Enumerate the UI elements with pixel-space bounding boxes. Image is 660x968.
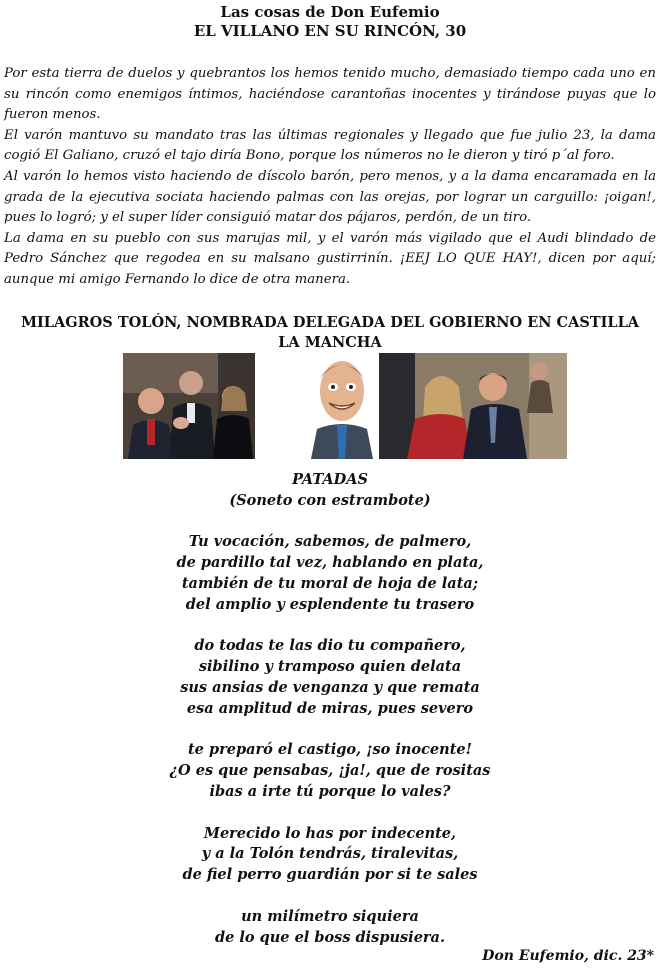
poem-line: de fiel perro guardián por si te sales [182,866,478,884]
photo-strip [123,353,567,459]
article-paragraph: La dama en su pueblo con sus marujas mil, y el varón más vigilado que el Audi blindado de Pedro Sánchez que regodea en su malsano gustirrinín. ¡EEJ LO QUE HAY!, dicen por aquí; aunque mi amigo Fernando lo dice de otra manera. [4,230,656,287]
signature: Don Eufemio, dic. 23* [482,948,654,964]
article-paragraph: El varón mantuvo su mandato tras las últimas regionales y llegado que fue julio 23, la dama cogió El Galiano, cruzó el tajo diría Bono, porque los números no le dieron y tiró p´al foro. [4,127,656,164]
header [0,3,660,41]
poem-title: PATADAS [292,471,368,488]
poem-line: ibas a irte tú porque lo vales? [209,782,451,800]
photo-caricature [305,353,379,459]
poem-line: de lo que el boss dispusiera. [214,928,446,946]
poem-line: Tu vocación, sabemos, de palmero, [188,533,472,551]
poem-line: y a la Tolón tendrás, tiralevitas, [201,845,459,863]
poem-line: sus ansias de venganza y que remata [180,678,480,696]
poem-line: del amplio y esplendente tu trasero [185,595,475,613]
poem-line: sibilino y tramposo quien delata [198,658,462,676]
poem-line: te preparó el castigo, ¡so inocente! [187,741,472,759]
news-headline: MILAGROS TOLÓN, NOMBRADA DELEGADA DEL GOBIERNO EN CASTILLA LA MANCHA [20,314,640,351]
poem-line: de pardillo tal vez, hablando en plata, [176,554,484,572]
poem-subtitle: (Soneto con estrambote) [229,491,431,509]
poem-line: Merecido lo has por indecente, [203,824,457,842]
poem-line: también de tu moral de hoja de lata; [181,574,479,592]
photo-applause [123,353,255,459]
photo-seated-pair [379,353,567,459]
article-paragraph: Por esta tierra de duelos y quebrantos los hemos tenido mucho, demasiado tiempo cada uno en su rincón como enemigos íntimos, haciéndose carantoñas inocentes y tirándose puyas que lo fueron menos. [4,66,656,123]
article-body [4,64,656,291]
series-title: Las cosas de Don Eufemio [220,3,440,21]
article-paragraph: Al varón lo hemos visto haciendo de díscolo barón, pero menos, y a la dama encaramada en la grada de la ejecutiva sociata haciendo palmas con las orejas, por lograr un carguillo: ¡oigan!, pues lo logró; y el super líder consiguió matar dos pájaros, perdón, de un tiro. [4,168,656,226]
poem-line: esa amplitud de miras, pues severo [186,699,474,717]
column-title: EL VILLANO EN SU RINCÓN, 30 [193,22,467,40]
poem-line: ¿O es que pensabas, ¡ja!, que de rositas [169,762,491,780]
poem-line: do todas te las dio tu compañero, [194,637,466,655]
poem [0,470,660,948]
poem-line: un milímetro siquiera [241,907,419,925]
